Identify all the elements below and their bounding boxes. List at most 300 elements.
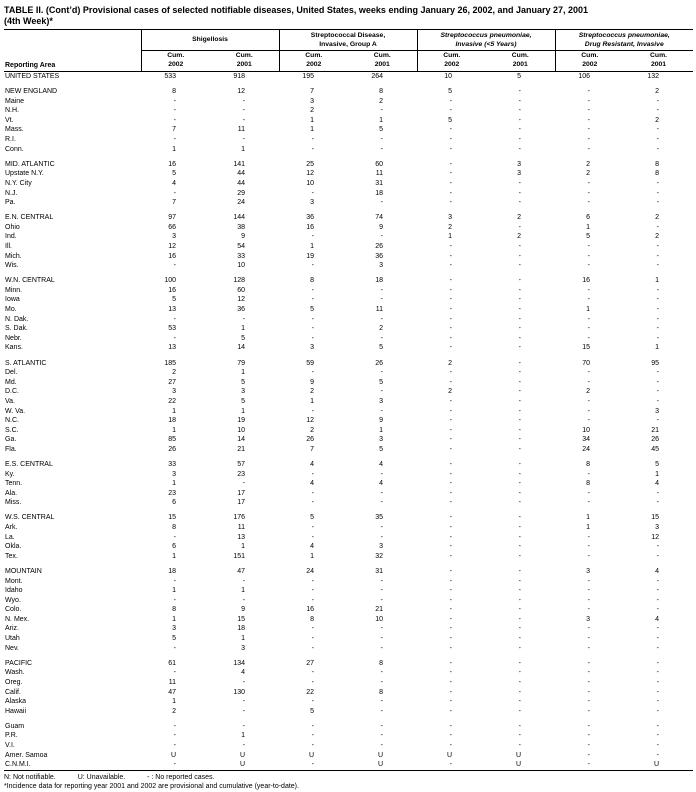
value-cell: - [311, 489, 315, 497]
value-cell: 1 [241, 325, 246, 333]
value-cell: 2 [310, 388, 315, 396]
value-cell: - [380, 489, 384, 497]
table-row [4, 577, 693, 587]
value-cell: - [518, 524, 522, 532]
value-cell: - [587, 552, 591, 560]
value-cell: - [587, 145, 591, 153]
value-cell: - [587, 761, 591, 769]
value-cell: 1 [172, 145, 176, 153]
value-cell: - [656, 489, 660, 497]
value-cell: - [380, 233, 384, 241]
value-cell: 2 [172, 369, 176, 377]
value-cell: - [518, 252, 522, 260]
value-cell: 12 [306, 417, 315, 425]
value-cell: 11 [375, 170, 384, 178]
cum-label: Cum. [511, 52, 529, 60]
value-cell: - [173, 315, 176, 323]
value-cell: - [449, 325, 453, 333]
value-cell: - [311, 334, 315, 342]
value-cell: 13 [237, 533, 246, 541]
value-cell: - [587, 296, 591, 304]
value-cell: - [587, 499, 591, 507]
value-cell: 27 [168, 378, 176, 386]
value-cell: - [380, 596, 384, 604]
value-cell: - [518, 445, 522, 453]
value-cell: - [656, 417, 660, 425]
reporting-area-cell: Amer. Samoa [5, 751, 48, 759]
reporting-area-cell: Upstate N.Y. [5, 170, 44, 178]
value-cell: 264 [371, 73, 384, 80]
reporting-area-cell: Ala. [5, 489, 18, 497]
value-cell: 4 [655, 615, 660, 623]
value-cell: 1 [379, 426, 384, 434]
value-cell: U [446, 751, 453, 759]
value-cell: - [449, 669, 453, 677]
reporting-area-cell: Iowa [5, 296, 20, 304]
value-cell: - [587, 644, 591, 652]
value-cell: - [656, 659, 660, 667]
value-cell: 10 [237, 426, 246, 434]
table-row [4, 232, 693, 242]
value-cell: 4 [655, 567, 660, 575]
value-cell: 1 [241, 145, 246, 153]
value-cell: 2 [517, 214, 522, 222]
value-cell: 4 [310, 480, 315, 488]
value-cell: 13 [168, 306, 176, 314]
value-cell: - [518, 436, 522, 444]
reporting-area-cell: N.J. [5, 189, 18, 197]
reporting-area-cell: Del. [5, 369, 18, 377]
value-cell: 3 [310, 97, 315, 105]
value-cell: - [656, 369, 660, 377]
value-cell: - [311, 325, 315, 333]
cum-label: Cum. [650, 52, 668, 60]
value-cell: - [656, 306, 660, 314]
table-row [4, 445, 693, 455]
value-cell: 17 [237, 489, 246, 497]
value-cell: 918 [233, 73, 246, 80]
value-cell: - [449, 170, 453, 178]
value-cell: 18 [168, 567, 176, 575]
value-cell: - [449, 145, 453, 153]
value-cell: 21 [651, 426, 660, 434]
value-cell: 3 [517, 170, 522, 178]
table-row [4, 305, 693, 315]
value-cell: - [380, 533, 384, 541]
col-header-pneumo-dri-cum-2002 [555, 51, 624, 72]
value-cell: - [380, 369, 384, 377]
value-cell: - [380, 199, 384, 207]
value-cell: - [449, 262, 453, 270]
col-header-pneumo-under5-cum-2002 [417, 51, 486, 72]
table-row [4, 179, 693, 189]
value-cell: 3 [172, 470, 176, 478]
value-cell: 19 [237, 417, 246, 425]
value-cell: - [518, 296, 522, 304]
reporting-area-cell: Conn. [5, 145, 24, 153]
value-cell: 26 [375, 243, 384, 250]
value-cell: - [449, 344, 453, 352]
value-cell: 1 [655, 344, 660, 352]
year-label: 2002 [168, 61, 184, 68]
table-row [4, 760, 693, 770]
value-cell: - [449, 470, 453, 478]
value-cell: 3 [379, 262, 384, 270]
cum-label: Cum. [235, 52, 253, 60]
group-label-line: Invasive, Group A [319, 40, 377, 48]
table-row [4, 533, 693, 543]
value-cell: - [518, 286, 522, 294]
value-cell: - [518, 742, 522, 749]
reporting-area-cell: Maine [5, 97, 25, 105]
value-cell: 132 [647, 73, 660, 80]
reporting-area-cell: Miss. [5, 499, 22, 507]
value-cell: 141 [233, 160, 246, 168]
value-cell: - [656, 742, 660, 749]
value-cell: - [656, 334, 660, 342]
table-row [4, 368, 693, 378]
value-cell: - [311, 678, 315, 686]
value-cell: - [242, 315, 246, 323]
value-cell: - [449, 136, 453, 144]
table-row [4, 87, 693, 97]
value-cell: - [587, 136, 591, 144]
value-cell: - [518, 426, 522, 434]
value-cell: - [656, 678, 660, 686]
value-cell: - [449, 543, 453, 551]
group-label-line: Shigellosis [192, 36, 228, 44]
value-cell: 31 [375, 567, 384, 575]
reporting-area-cell: Alaska [5, 698, 27, 706]
value-cell: - [242, 97, 246, 105]
value-cell: - [518, 499, 522, 507]
value-cell: 1 [310, 126, 315, 134]
value-cell: - [311, 533, 315, 541]
value-cell: - [518, 199, 522, 207]
value-cell: 97 [168, 214, 176, 222]
value-cell: 22 [168, 397, 176, 405]
table-row [4, 106, 693, 116]
value-cell: - [173, 722, 176, 730]
value-cell: 23 [168, 489, 176, 497]
value-cell: 26 [651, 436, 660, 444]
value-cell: - [518, 344, 522, 352]
value-cell: 36 [237, 306, 246, 314]
value-cell: 185 [164, 359, 176, 367]
value-cell: - [380, 407, 384, 415]
table-row [4, 688, 693, 698]
value-cell: - [656, 669, 660, 677]
value-cell: 8 [655, 170, 660, 178]
value-cell: 36 [306, 214, 315, 222]
value-cell: - [587, 199, 591, 207]
value-cell: 45 [651, 445, 660, 453]
value-cell: - [449, 189, 453, 197]
value-cell: - [242, 577, 246, 585]
value-cell: - [449, 179, 453, 187]
value-cell: 5 [448, 88, 453, 96]
value-cell: - [449, 707, 453, 715]
value-cell: - [587, 698, 591, 706]
value-cell: - [449, 460, 453, 468]
value-cell: 7 [172, 126, 176, 134]
value-cell: 6 [586, 214, 591, 222]
value-cell: - [656, 378, 660, 386]
value-cell: - [173, 742, 176, 749]
value-cell: - [518, 722, 522, 730]
value-cell: - [518, 596, 522, 604]
table-row [4, 97, 693, 107]
value-cell: 1 [172, 698, 176, 706]
value-cell: 4 [310, 460, 315, 468]
reporting-area-cell: Hawaii [5, 707, 27, 715]
reporting-area-cell: Guam [5, 722, 25, 730]
value-cell: 8 [172, 88, 176, 96]
value-cell: - [311, 407, 315, 415]
value-cell: - [311, 761, 315, 769]
value-cell: 134 [233, 659, 246, 667]
value-cell: 15 [237, 615, 246, 623]
year-label: 2001 [236, 61, 252, 68]
value-cell: - [587, 126, 591, 134]
table-row [4, 678, 693, 688]
value-cell: - [518, 460, 522, 468]
table-row [4, 498, 693, 508]
year-label: 2001 [374, 61, 390, 68]
value-cell: 1 [586, 306, 591, 314]
value-cell: 9 [379, 223, 384, 231]
value-cell: - [311, 587, 315, 595]
value-cell: - [311, 136, 315, 144]
value-cell: 16 [168, 252, 176, 260]
value-cell: - [449, 499, 453, 507]
value-cell: 16 [168, 286, 176, 294]
value-cell: 195 [302, 73, 315, 80]
reporting-area-cell: Colo. [5, 606, 22, 614]
value-cell: 35 [375, 514, 384, 522]
reporting-area-cell: P.R. [5, 732, 18, 740]
value-cell: - [380, 524, 384, 532]
value-cell: 1 [172, 587, 176, 595]
value-cell: - [518, 306, 522, 314]
value-cell: 1 [310, 243, 315, 250]
value-cell: - [449, 514, 453, 522]
value-cell: - [518, 97, 522, 105]
value-cell: 38 [237, 223, 246, 231]
value-cell: - [311, 722, 315, 730]
value-cell: - [449, 199, 453, 207]
reporting-area-cell: N.Y. City [5, 179, 32, 187]
value-cell: - [380, 635, 384, 643]
value-cell: - [656, 596, 660, 604]
value-cell: 54 [237, 243, 246, 250]
table-row [4, 542, 693, 552]
value-cell: 7 [310, 445, 315, 453]
value-cell: - [449, 252, 453, 260]
value-cell: - [311, 145, 315, 153]
value-cell: 53 [168, 325, 176, 333]
value-cell: 26 [306, 436, 315, 444]
value-cell: 16 [582, 277, 591, 285]
year-label: 2002 [306, 61, 322, 68]
value-cell: 5 [586, 233, 591, 241]
value-cell: - [518, 552, 522, 560]
table-row [4, 359, 693, 369]
reporting-area-cell: Oreg. [5, 678, 23, 686]
group-label-line: Streptococcus pneumoniae, [440, 31, 532, 39]
value-cell: 9 [310, 378, 315, 386]
value-cell: 8 [379, 688, 384, 696]
reporting-area-cell: Wyo. [5, 596, 21, 604]
value-cell: - [518, 698, 522, 706]
reporting-area-cell: Mich. [5, 252, 22, 260]
value-cell: - [311, 524, 315, 532]
table-row [4, 169, 693, 179]
value-cell: - [587, 378, 591, 386]
reporting-area-cell: W.S. CENTRAL [5, 514, 55, 522]
value-cell: - [518, 606, 522, 614]
value-cell: - [587, 107, 591, 115]
group-header-strep-group-a [279, 30, 417, 51]
group-header-pneumoniae-drug-resistant [555, 30, 693, 51]
value-cell: - [656, 136, 660, 144]
table-row [4, 489, 693, 499]
reporting-area-cell: Idaho [5, 587, 23, 595]
group-label-line: Drug Resistant, Invasive [584, 40, 664, 48]
reporting-area-cell: Md. [5, 378, 17, 386]
value-cell: 44 [237, 170, 246, 178]
reporting-area-cell: Tex. [5, 552, 18, 560]
value-cell: 3 [379, 543, 384, 551]
footnote-no-cases: - : No reported cases. [147, 773, 215, 781]
table-row [4, 435, 693, 445]
reporting-area-cell: Utah [5, 635, 20, 643]
value-cell: 57 [237, 460, 246, 468]
reporting-area-cell: Mont. [5, 577, 23, 585]
reporting-area-cell: N. Mex. [5, 615, 30, 623]
table-row [4, 741, 693, 751]
value-cell: - [587, 533, 591, 541]
value-cell: - [587, 179, 591, 187]
value-cell: 95 [651, 359, 660, 367]
value-cell: 2 [448, 223, 453, 231]
value-cell: - [449, 761, 453, 769]
value-cell: - [587, 635, 591, 643]
value-cell: 2 [310, 426, 315, 434]
value-cell: - [311, 233, 315, 241]
value-cell: - [518, 533, 522, 541]
value-cell: 2 [655, 116, 660, 124]
value-cell: 3 [448, 214, 453, 222]
value-cell: - [380, 742, 384, 749]
value-cell: 5 [379, 344, 384, 352]
table-row [4, 242, 693, 252]
group-label-line: Streptococcal Disease, [310, 31, 386, 39]
value-cell: - [518, 644, 522, 652]
reporting-area-cell: E.S. CENTRAL [5, 460, 53, 468]
value-cell: 5 [310, 514, 315, 522]
value-cell: - [173, 189, 176, 197]
value-cell: - [656, 606, 660, 614]
value-cell: 2 [655, 88, 660, 96]
value-cell: - [518, 315, 522, 323]
value-cell: 2 [379, 325, 384, 333]
value-cell: 9 [379, 417, 384, 425]
reporting-area-cell: Tenn. [5, 480, 23, 488]
value-cell: - [449, 587, 453, 595]
value-cell: - [173, 136, 176, 144]
reporting-area-cell: S. Dak. [5, 325, 28, 333]
value-cell: - [173, 107, 176, 115]
value-cell: - [242, 722, 246, 730]
value-cell: 3 [172, 233, 176, 241]
reporting-area-cell: Nev. [5, 644, 19, 652]
value-cell: - [518, 587, 522, 595]
table-row [4, 378, 693, 388]
value-cell: 47 [168, 688, 176, 696]
table-row [4, 145, 693, 155]
year-label: 2001 [512, 61, 528, 68]
value-cell: - [380, 678, 384, 686]
table-row [4, 334, 693, 344]
value-cell: 144 [233, 214, 246, 222]
value-cell: 5 [379, 126, 384, 134]
value-cell: - [518, 543, 522, 551]
table-title-line2: (4th Week)* [4, 15, 53, 26]
value-cell: - [656, 388, 660, 396]
value-cell: - [242, 678, 246, 686]
value-cell: 5 [172, 635, 176, 643]
table-row [4, 470, 693, 480]
table-row [4, 343, 693, 353]
value-cell: - [518, 732, 522, 740]
value-cell: - [656, 126, 660, 134]
value-cell: - [587, 315, 591, 323]
reporting-area-cell: Ga. [5, 436, 17, 444]
value-cell: - [173, 262, 176, 270]
value-cell: - [449, 524, 453, 532]
value-cell: 10 [375, 615, 384, 623]
value-cell: 3 [655, 524, 660, 532]
value-cell: - [173, 97, 176, 105]
value-cell: - [311, 644, 315, 652]
reporting-area-cell: N.C. [5, 417, 19, 425]
value-cell: - [518, 407, 522, 415]
value-cell: - [380, 388, 384, 396]
value-cell: 26 [168, 445, 176, 453]
value-cell: 26 [375, 359, 384, 367]
value-cell: - [587, 543, 591, 551]
reporting-area-cell: N. Dak. [5, 315, 29, 323]
value-cell: - [656, 625, 660, 633]
value-cell: 1 [241, 587, 246, 595]
value-cell: 34 [582, 436, 591, 444]
table-row [4, 615, 693, 625]
reporting-area-cell: Ark. [5, 524, 18, 532]
value-cell: 106 [578, 73, 591, 80]
cum-label: Cum. [581, 52, 599, 60]
table-row [4, 416, 693, 426]
value-cell: - [173, 116, 176, 124]
value-cell: - [449, 722, 453, 730]
value-cell: - [587, 688, 591, 696]
value-cell: 9 [241, 606, 246, 614]
value-cell: 19 [306, 252, 315, 260]
value-cell: 13 [168, 344, 176, 352]
value-cell: - [380, 669, 384, 677]
value-cell: - [656, 552, 660, 560]
value-cell: - [380, 296, 384, 304]
